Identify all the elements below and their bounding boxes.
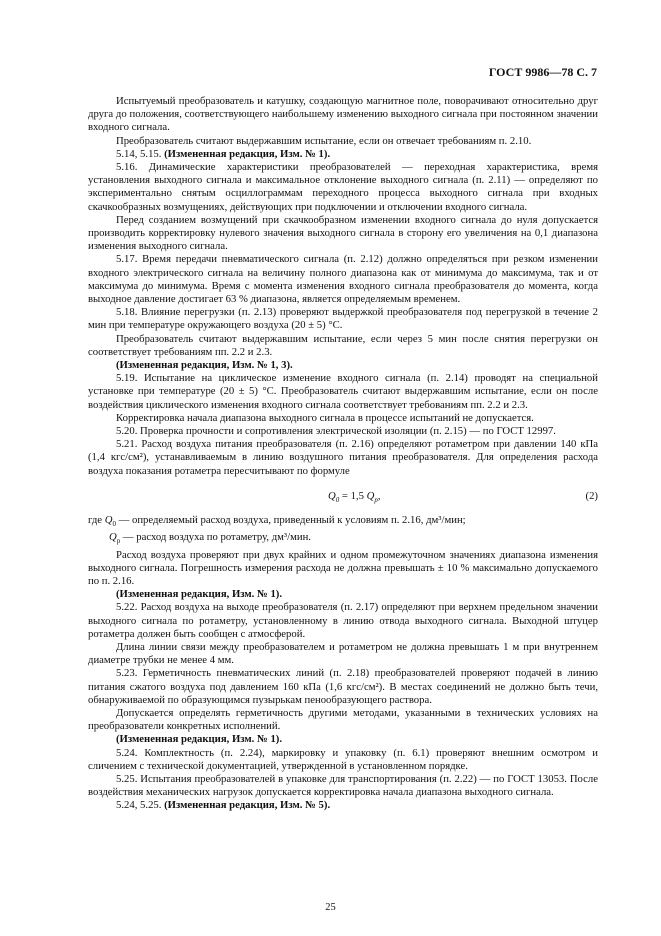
paragraph-text: 5.19. Испытание на циклическое изменение входного сигнала (п. 2.14) проводят на специальной установке при температуре (20 ± 5) °С. Преобразователь считают выдержавшим испытание, если он после воздействия циклического изменения входного сигнала соответствует требованиям пп. 2.2 и 2.3. bbox=[88, 372, 598, 411]
paragraph-text: Длина линии связи между преобразователем и ротаметром не должна превышать 1 м при внутреннем диаметре трубки не менее 4 мм. bbox=[88, 641, 598, 667]
paragraph bbox=[88, 135, 598, 148]
paragraph-text: 5.25. Испытания преобразователей в упаковке для транспортирования (п. 2.22) — по ГОСТ 13053. После воздействия механических нагрузок допускается корректировка начала диапазона выходного сигнала. bbox=[88, 773, 598, 799]
paragraph bbox=[88, 799, 598, 812]
paragraph bbox=[88, 412, 598, 425]
paragraph-text: 5.23. Герметичность пневматических линий (п. 2.18) преобразователей проверяют подачей в линию питания сжатого воздуха под давлением 160 кПа (1,6 кгс/см²). В местах соединений не должно быть течи, обнаруживаемой по образующимся пузырькам пенообразующего раствора. bbox=[88, 667, 598, 706]
paragraph-text: Допускается определять герметичность другими методами, указанными в технических условиях на преобразователи конкретных исполнений. bbox=[88, 707, 598, 733]
amendment-note: (Измененная редакция, Изм. № 1). bbox=[116, 733, 283, 746]
formula-where-1: где $Q_0$ — определяемый расход воздуха, приведенный к условиям п. 2.16, дм³/мин; bbox=[88, 513, 466, 529]
formula-where-2: $Q_р$ — расход воздуха по ротаметру, дм³/мин. bbox=[109, 531, 311, 546]
paragraph-text: 5.14, 5.15. bbox=[116, 147, 165, 160]
paragraph bbox=[88, 549, 598, 589]
paragraph-text: Корректировка начала диапазона выходного сигнала в процессе испытаний не допускается. bbox=[116, 411, 534, 424]
paragraph-text: 5.21. Расход воздуха питания преобразователя (п. 2.16) определяют ротаметром при давлении 140 кПа (1,4 кгс/см²), устанавливаемым в линию воздушного питания преобразователя. Для определения расхода воздуха показания ротаметра пересчитывают по формуле bbox=[88, 438, 598, 477]
amendment-note: (Измененная редакция, Изм. № 1). bbox=[164, 147, 331, 160]
paragraph bbox=[88, 372, 598, 412]
paragraph bbox=[88, 641, 598, 667]
paragraph-text: Расход воздуха проверяют при двух крайних и одном промежуточном значениях диапазона изменения выходного сигнала. Погрешность измерения расхода не должна превышать ± 10 % максимально допускаемого по п. 2.16. bbox=[88, 548, 598, 587]
paragraph bbox=[88, 733, 598, 746]
paragraph bbox=[88, 148, 598, 161]
paragraph bbox=[88, 667, 598, 707]
formula-number: (2) bbox=[585, 489, 598, 502]
paragraph bbox=[88, 773, 598, 799]
paragraph bbox=[88, 214, 598, 254]
paragraph-text: 5.24, 5.25. bbox=[116, 799, 165, 812]
page-header: ГОСТ 9986—78 С. 7 bbox=[488, 65, 597, 79]
amendment-note: (Измененная редакция, Изм. № 5). bbox=[164, 799, 331, 812]
page-number: 25 bbox=[325, 902, 336, 913]
paragraph bbox=[88, 707, 598, 733]
paragraph-text: 5.16. Динамические характеристики преобразователей — переходная характеристика, время установления выходного сигнала и максимальное отклонение выходного сигнала (п. 2.11) — определяют по экспериментально снятым осциллограммам переходного процесса выходного сигнала при входных скачкообразных возмущениях, действующих при подключении и отключении входного сигнала. bbox=[88, 161, 598, 213]
paragraph-text: Перед созданием возмущений при скачкообразном изменении входного сигнала до нуля допускается производить корректировку нулевого значения выходного сигнала в сторону его увеличения на 0,1 диапазона изменения выходного сигнала. bbox=[88, 213, 598, 253]
document-body bbox=[88, 95, 598, 813]
paragraph bbox=[88, 588, 598, 601]
paragraph-text: 5.20. Проверка прочности и сопротивления электрической изоляции (п. 2.15) — по ГОСТ 12997. bbox=[116, 425, 556, 438]
paragraph bbox=[88, 438, 598, 478]
paragraph-text: Преобразователь считают выдержавшим испытание, если он отвечает требованиям п. 2.10. bbox=[116, 134, 532, 147]
paragraph-text: 5.22. Расход воздуха на выходе преобразователя (п. 2.17) определяют при верхнем предельном значении выходного сигнала по ротаметру, установленному в линию отвода выходного сигнала. Выходной штуцер ротаметра должен быть сообщен с атмосферой. bbox=[88, 601, 598, 640]
formula bbox=[88, 482, 598, 512]
paragraphs-section-b bbox=[88, 549, 598, 813]
paragraph bbox=[88, 747, 598, 773]
paragraph bbox=[88, 253, 598, 306]
paragraph bbox=[88, 359, 598, 372]
paragraph bbox=[88, 425, 598, 438]
paragraph-text: Испытуемый преобразователь и катушку, создающую магнитное поле, поворачивают относительно друг друга до положения, соответствующего наибольшему изменению выходного сигнала при постоянном значении входного сигнала. bbox=[88, 95, 598, 134]
paragraphs-section-a bbox=[88, 95, 598, 478]
paragraph bbox=[88, 601, 598, 641]
paragraph-text: 5.24. Комплектность (п. 2.24), маркировку и упаковку (п. 6.1) проверяют внешним осмотром и сличением с технической документацией, утвержденной в установленном порядке. bbox=[88, 746, 598, 772]
paragraph-text: Преобразователь считают выдержавшим испытание, если через 5 мин после снятия перегрузки он соответствует требованиям пп. 2.2 и 2.3. bbox=[88, 332, 598, 358]
paragraph-text: 5.18. Влияние перегрузки (п. 2.13) проверяют выдержкой преобразователя под перегрузкой в течение 2 мин при температуре окружающего воздуха (20 ± 5) °С. bbox=[88, 306, 598, 332]
paragraph bbox=[88, 306, 598, 332]
paragraph bbox=[88, 161, 598, 214]
paragraph bbox=[88, 333, 598, 359]
formula-expression: $Q_0 = 1,5$ $Q_р$, bbox=[328, 489, 381, 505]
amendment-note: (Измененная редакция, Изм. № 1, 3). bbox=[116, 359, 293, 372]
amendment-note: (Измененная редакция, Изм. № 1). bbox=[116, 588, 283, 601]
paragraph-text: 5.17. Время передачи пневматического сигнала (п. 2.12) должно определяться при резком изменении входного электрического сигнала на величину полного диапазона как от минимума до максимума, так и от максимума до минимума. Время с момента изменения входного сигнала преобразователя до момента, когда выходное давление достигает 63 % диапазона, является определяемым временем. bbox=[88, 253, 598, 306]
paragraph bbox=[88, 95, 598, 135]
